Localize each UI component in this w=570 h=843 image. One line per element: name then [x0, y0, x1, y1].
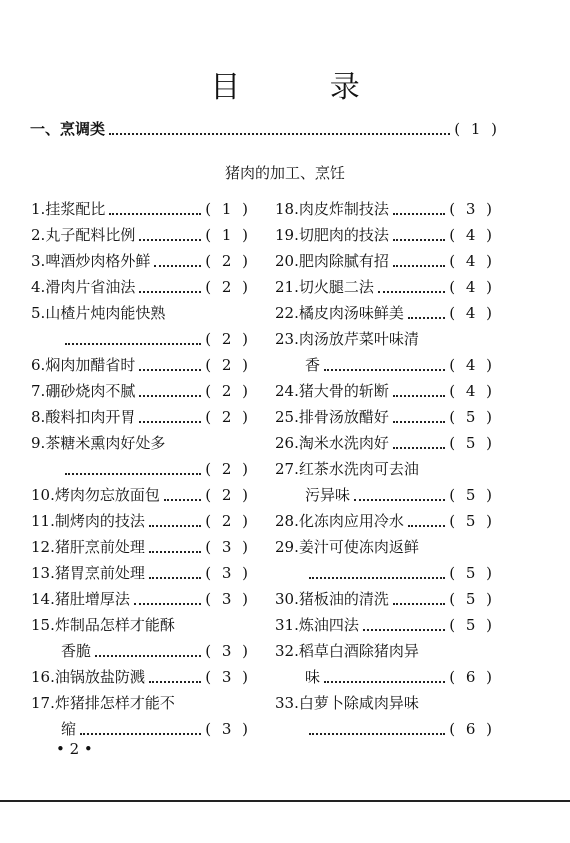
toc-entry-number: 32.	[275, 642, 299, 660]
toc-entry-line	[31, 430, 251, 456]
toc-entry	[31, 430, 251, 482]
toc-entry-line	[31, 586, 251, 612]
toc-entry-title: 炸猪排怎样才能不	[54, 694, 175, 712]
toc-entry	[31, 248, 251, 274]
toc-entry-title: 肥肉除腻有招	[298, 252, 389, 270]
toc-entry-line	[31, 352, 251, 378]
toc-entry-continuation	[275, 716, 495, 742]
toc-entry-title: 焖肉加醋省时	[45, 356, 136, 374]
toc-entry-page: ( 5 )	[449, 512, 495, 530]
toc-entry-number: 15.	[31, 616, 55, 634]
toc-entry-page: ( 3 )	[205, 720, 251, 738]
toc-entry-number: 30.	[275, 590, 299, 608]
toc-entry-title: 猪肚增厚法	[54, 590, 130, 608]
toc-entry-line	[31, 482, 251, 508]
toc-entry-page: ( 2 )	[205, 408, 251, 426]
toc-entry-number: 14.	[31, 590, 55, 608]
leader-dots	[378, 281, 445, 293]
toc-entry-number: 19.	[275, 226, 299, 244]
toc-entry-page: ( 4 )	[449, 356, 495, 374]
toc-entry-number: 18.	[275, 200, 299, 218]
toc-entry	[275, 430, 495, 456]
toc-entry	[31, 612, 251, 664]
page-title: 目 录	[210, 70, 400, 105]
toc-entry-number: 3.	[31, 252, 46, 270]
toc-entry-line	[275, 300, 495, 326]
section-title: 一、烹调类	[30, 120, 106, 138]
toc-entry	[31, 196, 251, 222]
toc-entry	[275, 612, 495, 638]
toc-entry-line	[275, 586, 495, 612]
toc-entry-title: 丸子配料比例	[45, 226, 136, 244]
toc-entry-page: ( 3 )	[205, 590, 251, 608]
toc-entry-number: 8.	[31, 408, 46, 426]
toc-entry	[31, 378, 251, 404]
toc-entry-number: 12.	[31, 538, 55, 556]
toc-entry-title: 香	[305, 356, 321, 374]
toc-entry-page: ( 2 )	[205, 278, 251, 296]
toc-entry-title: 猪板油的清洗	[298, 590, 389, 608]
toc-entry-line	[275, 326, 495, 352]
toc-entry-title: 橘皮肉汤味鲜美	[298, 304, 404, 322]
toc-entry-title: 猪胃烹前处理	[54, 564, 145, 582]
toc-entry-title: 污异味	[305, 486, 351, 504]
toc-entry	[275, 456, 495, 508]
leader-dots	[393, 229, 445, 241]
toc-entry-number: 26.	[275, 434, 299, 452]
toc-entry-page: ( 3 )	[205, 564, 251, 582]
leader-dots	[149, 567, 201, 579]
toc-entry-line	[275, 456, 495, 482]
toc-entry-number: 7.	[31, 382, 46, 400]
leader-dots	[109, 123, 450, 135]
toc-entry	[31, 664, 251, 690]
toc-entry-title: 肉皮炸制技法	[298, 200, 389, 218]
toc-entry	[275, 300, 495, 326]
leader-dots	[139, 281, 201, 293]
toc-entry-title: 味	[305, 668, 321, 686]
toc-entry-title: 炸制品怎样才能酥	[54, 616, 175, 634]
bottom-rule	[0, 800, 570, 802]
toc-entry-line	[31, 378, 251, 404]
toc-entry-page: ( 2 )	[205, 356, 251, 374]
toc-entry	[31, 222, 251, 248]
toc-entry-line	[275, 690, 495, 716]
leader-dots	[134, 593, 201, 605]
leader-dots	[149, 671, 201, 683]
leader-dots	[363, 619, 445, 631]
toc-entry	[275, 222, 495, 248]
toc-entry-page: ( 3 )	[449, 200, 495, 218]
toc-entry-title: 姜汁可使冻肉返鲜	[298, 538, 419, 556]
toc-entry-title: 硼砂烧肉不腻	[45, 382, 136, 400]
toc-entry-page: ( 3 )	[205, 668, 251, 686]
toc-entry	[275, 274, 495, 300]
toc-entry	[31, 690, 251, 742]
toc-entry-line	[275, 612, 495, 638]
toc-entry	[275, 404, 495, 430]
toc-column-left	[31, 196, 251, 742]
toc-entry	[275, 196, 495, 222]
toc-entry-line	[275, 404, 495, 430]
toc-entry-title: 缩	[61, 720, 77, 738]
leader-dots	[109, 203, 201, 215]
toc-entry-number: 10.	[31, 486, 55, 504]
toc-entry-page: ( 1 )	[205, 226, 251, 244]
toc-entry-line	[31, 222, 251, 248]
toc-entry-title: 香脆	[61, 642, 92, 660]
leader-dots	[324, 359, 445, 371]
leader-dots	[65, 333, 201, 345]
toc-entry-title: 切火腿二法	[298, 278, 374, 296]
toc-entry-number: 5.	[31, 304, 46, 322]
toc-entry-number: 29.	[275, 538, 299, 556]
toc-entry-line	[31, 300, 251, 326]
toc-entry-line	[31, 508, 251, 534]
toc-entry-continuation	[275, 482, 495, 508]
toc-entry-continuation	[275, 560, 495, 586]
leader-dots	[393, 203, 445, 215]
toc-entry	[31, 586, 251, 612]
toc-entry-title: 稻草白酒除猪肉异	[298, 642, 419, 660]
toc-entry-continuation	[31, 638, 251, 664]
toc-entry	[31, 508, 251, 534]
page-number: • 2 •	[56, 740, 93, 758]
toc-entry-line	[275, 378, 495, 404]
toc-entry	[275, 638, 495, 690]
toc-entry-title: 油锅放盐防溅	[54, 668, 145, 686]
leader-dots	[309, 567, 445, 579]
toc-entry-line	[275, 196, 495, 222]
toc-entry-line	[31, 248, 251, 274]
toc-column-right	[275, 196, 495, 742]
toc-entry-continuation	[275, 352, 495, 378]
leader-dots	[324, 671, 445, 683]
leader-dots	[65, 463, 201, 475]
toc-entry-page: ( 1 )	[205, 200, 251, 218]
toc-entry-number: 2.	[31, 226, 46, 244]
toc-entry-continuation	[31, 716, 251, 742]
toc-entry-number: 25.	[275, 408, 299, 426]
toc-entry-page: ( 5 )	[449, 486, 495, 504]
toc-entry-line	[31, 196, 251, 222]
toc-entry-number: 6.	[31, 356, 46, 374]
toc-entry-title: 切肥肉的技法	[298, 226, 389, 244]
leader-dots	[139, 385, 201, 397]
toc-entry	[275, 690, 495, 742]
toc-entry-number: 24.	[275, 382, 299, 400]
toc-entry-page: ( 4 )	[449, 382, 495, 400]
toc-entry-page: ( 2 )	[205, 460, 251, 478]
toc-entry	[31, 482, 251, 508]
toc-entry-line	[31, 534, 251, 560]
toc-entry	[275, 586, 495, 612]
toc-entry	[275, 534, 495, 586]
toc-entry-line	[275, 638, 495, 664]
toc-entry-page: ( 4 )	[449, 226, 495, 244]
toc-entry-page: ( 5 )	[449, 590, 495, 608]
leader-dots	[164, 489, 201, 501]
toc-entry-page: ( 2 )	[205, 330, 251, 348]
toc-entry-page: ( 3 )	[205, 642, 251, 660]
toc-entry-page: ( 2 )	[205, 512, 251, 530]
toc-entry-page: ( 2 )	[205, 382, 251, 400]
toc-entry-title: 炼油四法	[298, 616, 359, 634]
toc-entry-number: 9.	[31, 434, 46, 452]
leader-dots	[354, 489, 445, 501]
toc-entry-title: 酸料扣肉开胃	[45, 408, 136, 426]
leader-dots	[309, 723, 445, 735]
leader-dots	[80, 723, 201, 735]
toc-entry	[275, 326, 495, 378]
toc-entry-page: ( 5 )	[449, 616, 495, 634]
toc-entry-page: ( 5 )	[449, 408, 495, 426]
leader-dots	[154, 255, 201, 267]
toc-entry-line	[275, 222, 495, 248]
toc-entry-line	[31, 664, 251, 690]
toc-entry-number: 28.	[275, 512, 299, 530]
toc-entry	[31, 534, 251, 560]
toc-entry-line	[275, 248, 495, 274]
toc-entry-page: ( 6 )	[449, 720, 495, 738]
toc-entry	[275, 248, 495, 274]
toc-entry-line	[275, 274, 495, 300]
toc-entry-number: 17.	[31, 694, 55, 712]
leader-dots	[408, 515, 445, 527]
toc-entry-number: 33.	[275, 694, 299, 712]
toc-entry-line	[31, 612, 251, 638]
toc-entry-page: ( 3 )	[205, 538, 251, 556]
toc-entry-number: 22.	[275, 304, 299, 322]
toc-entry	[31, 300, 251, 352]
leader-dots	[393, 593, 445, 605]
toc-entry-number: 21.	[275, 278, 299, 296]
toc-entry-page: ( 6 )	[449, 668, 495, 686]
toc-entry	[31, 404, 251, 430]
toc-entry	[31, 274, 251, 300]
toc-entry-page: ( 4 )	[449, 252, 495, 270]
toc-entry-title: 红茶水洗肉可去油	[298, 460, 419, 478]
section-heading	[30, 118, 500, 139]
toc-entry-title: 山楂片炖肉能快熟	[45, 304, 166, 322]
toc-entry-line	[275, 430, 495, 456]
toc-entry-number: 1.	[31, 200, 46, 218]
toc-entry-title: 啤酒炒肉格外鲜	[45, 252, 151, 270]
leader-dots	[408, 307, 445, 319]
toc-entry-line	[31, 274, 251, 300]
toc-entry-title: 淘米水洗肉好	[298, 434, 389, 452]
toc-entry-number: 13.	[31, 564, 55, 582]
toc-entry-title: 白萝卜除咸肉异味	[298, 694, 419, 712]
toc-entry-title: 烤肉勿忘放面包	[54, 486, 160, 504]
toc-entry	[31, 560, 251, 586]
subsection-title: 猪肉的加工、烹饪	[224, 164, 345, 182]
leader-dots	[139, 411, 201, 423]
toc-entry-title: 猪肝烹前处理	[54, 538, 145, 556]
leader-dots	[393, 437, 445, 449]
leader-dots	[149, 541, 201, 553]
toc-entry-number: 11.	[31, 512, 55, 530]
toc-entry-title: 滑肉片省油法	[45, 278, 136, 296]
toc-entry-title: 肉汤放芹菜叶味清	[298, 330, 419, 348]
toc-entry-line	[275, 508, 495, 534]
toc-entry-line	[31, 404, 251, 430]
toc-entry-page: ( 5 )	[449, 434, 495, 452]
leader-dots	[149, 515, 201, 527]
toc-entry	[275, 508, 495, 534]
toc-entry-title: 茶糖米熏肉好处多	[45, 434, 166, 452]
toc-entry-continuation	[275, 664, 495, 690]
toc-entry-line	[275, 534, 495, 560]
toc-entry-title: 猪大骨的斩断	[298, 382, 389, 400]
toc-entry-number: 23.	[275, 330, 299, 348]
leader-dots	[393, 255, 445, 267]
leader-dots	[393, 385, 445, 397]
toc-entry	[275, 378, 495, 404]
toc-entry-page: ( 4 )	[449, 304, 495, 322]
toc-entry-number: 27.	[275, 460, 299, 478]
leader-dots	[95, 645, 201, 657]
toc-entry-continuation	[31, 456, 251, 482]
leader-dots	[139, 229, 201, 241]
toc-entry-continuation	[31, 326, 251, 352]
toc-entry-number: 20.	[275, 252, 299, 270]
leader-dots	[393, 411, 445, 423]
section-page: ( 1 )	[454, 119, 500, 138]
toc-entry-number: 31.	[275, 616, 299, 634]
leader-dots	[139, 359, 201, 371]
toc-entry-line	[31, 560, 251, 586]
toc-entry-title: 制烤肉的技法	[54, 512, 145, 530]
toc-entry-title: 挂浆配比	[45, 200, 106, 218]
toc-entry-title: 排骨汤放醋好	[298, 408, 389, 426]
toc-entry-title: 化冻肉应用冷水	[298, 512, 404, 530]
toc-entry-number: 4.	[31, 278, 46, 296]
toc-entry	[31, 352, 251, 378]
toc-entry-number: 16.	[31, 668, 55, 686]
toc-entry-page: ( 5 )	[449, 564, 495, 582]
toc-entry-page: ( 2 )	[205, 486, 251, 504]
toc-entry-page: ( 2 )	[205, 252, 251, 270]
toc-entry-page: ( 4 )	[449, 278, 495, 296]
toc-entry-line	[31, 690, 251, 716]
